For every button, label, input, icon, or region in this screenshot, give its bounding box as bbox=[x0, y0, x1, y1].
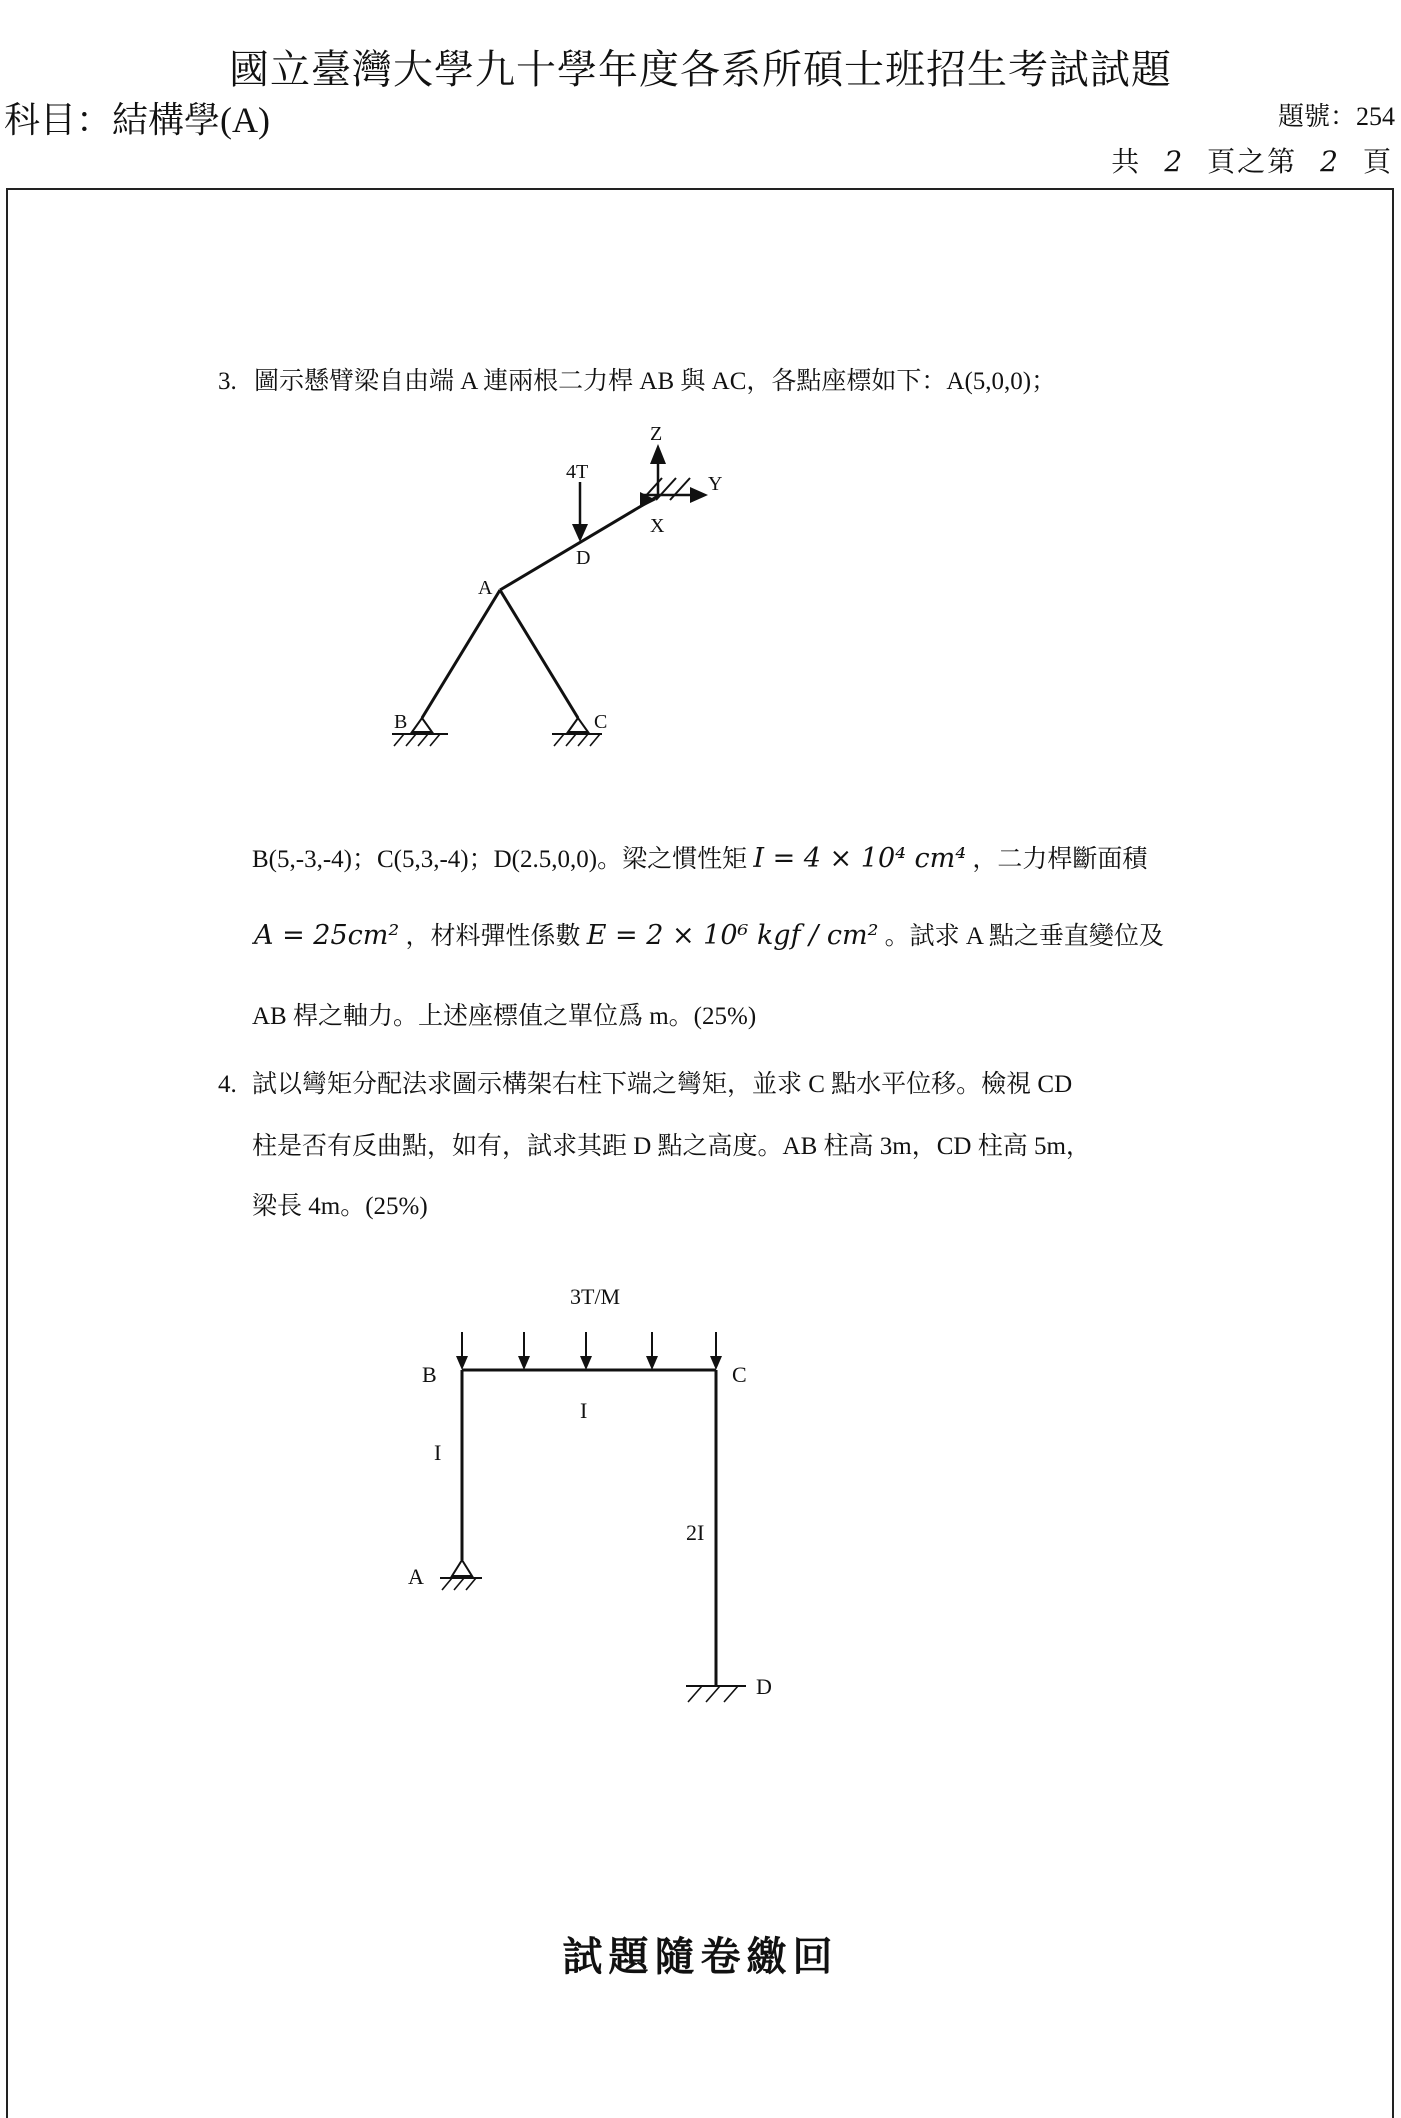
q3-line3-mid: ，材料彈性係數 bbox=[405, 923, 581, 950]
label-a: A bbox=[478, 577, 493, 599]
exam-title: 國立臺灣大學九十學年度各系所碩士班招生考試試題 bbox=[229, 47, 1172, 92]
inertia-formula: I = 4 × 10⁴ cm⁴ bbox=[753, 843, 967, 874]
label-y: Y bbox=[708, 473, 723, 495]
distributed-load-arrowheads bbox=[456, 1356, 722, 1370]
pages-mid: 頁之第 bbox=[1207, 147, 1298, 178]
q4-line2: 柱是否有反曲點，如有，試求其距 D 點之高度。AB 柱高 3m，CD 柱高 5m， bbox=[252, 1133, 1091, 1160]
q3-line2 bbox=[252, 843, 1147, 875]
label-b: B bbox=[422, 1362, 437, 1387]
q3-line2-after: ，二力桿斷面積 bbox=[972, 846, 1148, 873]
pin-support-c bbox=[568, 718, 588, 732]
q4-frame-figure bbox=[390, 1270, 810, 1720]
q4-number: 4. bbox=[218, 1071, 237, 1098]
question-code: 題號：254 bbox=[1277, 102, 1395, 131]
bar-ab bbox=[422, 590, 500, 718]
q3-figure bbox=[370, 420, 770, 760]
area-formula: A = 25cm² bbox=[254, 920, 400, 951]
label-beam-i: I bbox=[580, 1398, 588, 1423]
q3-line3 bbox=[254, 920, 1164, 952]
label-load-4t: 4T bbox=[566, 461, 589, 483]
q3-line1: 圖示懸臂梁自由端 A 連兩根二力桿 AB 與 AC，各點座標如下：A(5,0,0)； bbox=[254, 368, 1057, 395]
q3-number: 3. bbox=[218, 368, 237, 395]
label-column-ab-i: I bbox=[434, 1440, 442, 1465]
y-axis-arrowhead bbox=[690, 487, 708, 503]
label-c: C bbox=[732, 1362, 747, 1387]
page-count bbox=[1111, 140, 1393, 180]
pin-support-b bbox=[412, 718, 432, 732]
label-c: C bbox=[594, 711, 608, 733]
q3-line2-text: B(5,-3,-4)；C(5,3,-4)；D(2.5,0,0)。梁之慣性矩 bbox=[252, 846, 748, 873]
pages-total: 2 bbox=[1164, 145, 1185, 178]
modulus-formula: E = 2 × 10⁶ kgf / cm² bbox=[586, 920, 879, 951]
label-d: D bbox=[576, 547, 591, 569]
q3-line3-after: 。試求 A 點之垂直變位及 bbox=[884, 923, 1164, 950]
ground-hatch bbox=[394, 734, 600, 746]
pages-current: 2 bbox=[1320, 145, 1340, 178]
q3-line4: AB 桿之軸力。上述座標值之單位爲 m。(25%) bbox=[252, 1003, 757, 1030]
z-axis-arrowhead bbox=[650, 444, 666, 464]
bar-ac bbox=[500, 590, 578, 718]
q4-line1: 試以彎矩分配法求圖示構架右柱下端之彎矩，並求 C 點水平位移。檢視 CD bbox=[252, 1071, 1073, 1098]
ground-a-hatch bbox=[442, 1578, 476, 1590]
label-x: X bbox=[650, 515, 665, 537]
q4-line3: 梁長 4m。(25%) bbox=[252, 1193, 428, 1220]
label-b: B bbox=[394, 711, 408, 733]
label-z: Z bbox=[650, 423, 663, 445]
pages-prefix: 共 bbox=[1111, 147, 1142, 178]
label-a: A bbox=[408, 1564, 424, 1589]
label-column-cd-2i: 2I bbox=[686, 1520, 705, 1545]
return-paper-note: 試題隨卷繳回 bbox=[562, 1933, 839, 1980]
label-load-3tm: 3T/M bbox=[570, 1284, 621, 1309]
ground-d-hatch bbox=[688, 1686, 738, 1702]
label-d: D bbox=[756, 1674, 772, 1699]
pin-support-a bbox=[452, 1560, 472, 1576]
subject-label: 科目：結構學(A) bbox=[4, 100, 270, 140]
pages-suffix: 頁 bbox=[1362, 147, 1393, 178]
